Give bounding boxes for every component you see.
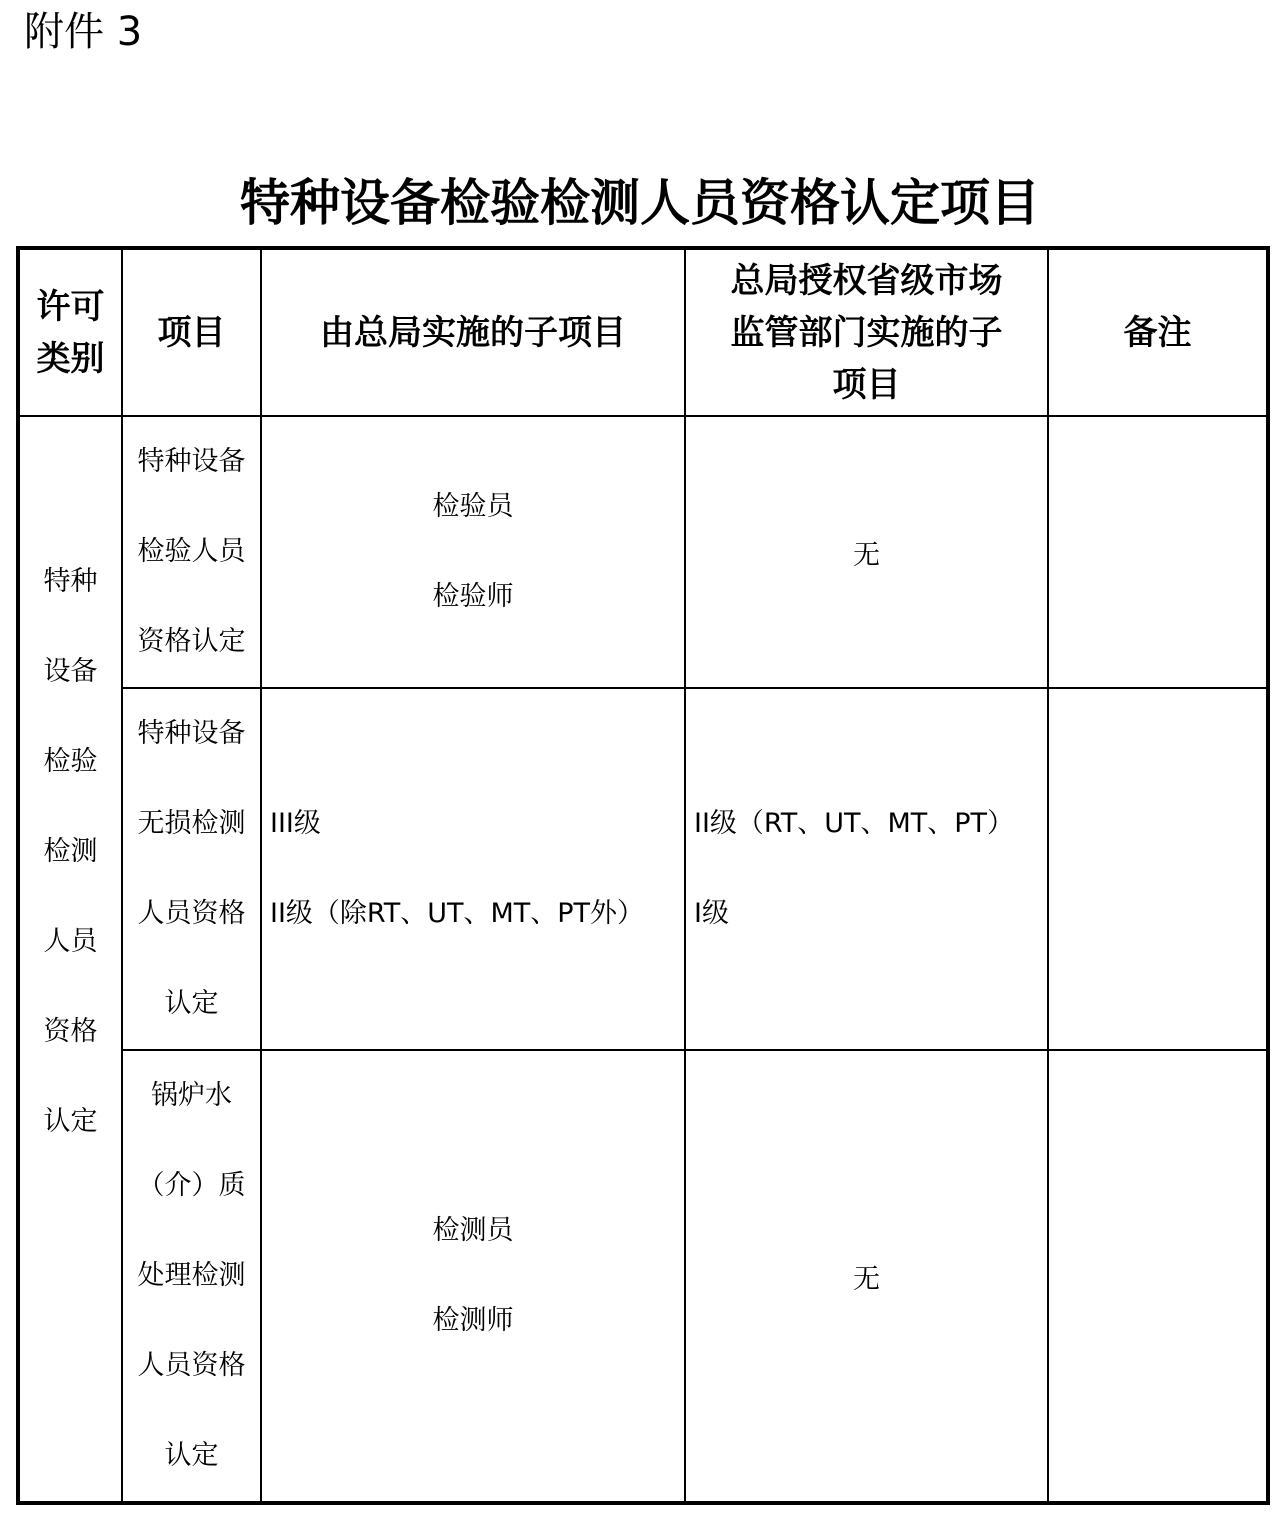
category-line: 资格 [43,1016,98,1047]
header-item: 项目 [122,248,261,416]
provincial-subitems-cell: 无 [685,1050,1048,1503]
item-line: 无损检测 [137,808,246,839]
remarks-cell [1048,688,1268,1050]
provincial-subitems-cell [685,688,1048,1050]
document-title: 特种设备检验检测人员资格认定项目 [240,173,1040,232]
item-line: 检验人员 [137,536,246,567]
item-line: 人员资格 [137,898,246,929]
hq-subitems-cell [261,1050,685,1503]
header-hq-subitems: 由总局实施的子项目 [261,248,685,416]
item-line: 特种设备 [137,718,246,749]
header-provincial-line: 项目 [832,364,901,405]
category-line: 设备 [43,656,98,687]
header-provincial-line: 监管部门实施的子 [730,312,1003,353]
item-cell [122,416,261,688]
item-line: 资格认定 [137,626,246,657]
remarks-cell [1048,1050,1268,1503]
license-category-cell [18,416,122,1503]
header-provincial-line: 总局授权省级市场 [730,260,1003,301]
hq-subitem: II级（除RT、UT、MT、PT外） [270,898,645,929]
provincial-subitem: I级 [694,898,729,929]
provincial-subitem: II级（RT、UT、MT、PT） [694,808,1015,839]
item-cell [122,688,261,1050]
item-line: 认定 [164,1440,219,1471]
item-cell [122,1050,261,1503]
item-line: 认定 [164,988,219,1019]
hq-subitem: 检测员 [432,1215,514,1246]
hq-subitem: 检验师 [432,581,514,612]
item-line: 处理检测 [137,1260,246,1291]
attachment-label: 附件 3 [24,9,143,55]
hq-subitem: III级 [270,808,321,839]
header-license-category [18,248,122,416]
header-provincial-subitems [685,248,1048,416]
table-row [18,416,1268,688]
category-line: 人员 [43,926,98,957]
remarks-cell [1048,416,1268,688]
header-license-category-line: 类别 [36,338,105,379]
category-line: 检验 [43,746,98,777]
header-remarks: 备注 [1048,248,1268,416]
category-line: 检测 [43,836,98,867]
header-row [18,248,1268,416]
category-line: 特种 [43,566,98,597]
item-line: （介）质 [137,1170,246,1201]
table-row [18,688,1268,1050]
hq-subitems-cell [261,688,685,1050]
table-row [18,1050,1268,1503]
qualification-table [16,246,1270,1505]
item-line: 人员资格 [137,1350,246,1381]
item-line: 特种设备 [137,446,246,477]
hq-subitems-cell [261,416,685,688]
hq-subitem: 检验员 [432,491,514,522]
category-line: 认定 [43,1106,98,1137]
hq-subitem: 检测师 [432,1305,514,1336]
provincial-subitems-cell: 无 [685,416,1048,688]
item-line: 锅炉水 [151,1080,232,1111]
header-license-category-line: 许可 [36,286,105,327]
